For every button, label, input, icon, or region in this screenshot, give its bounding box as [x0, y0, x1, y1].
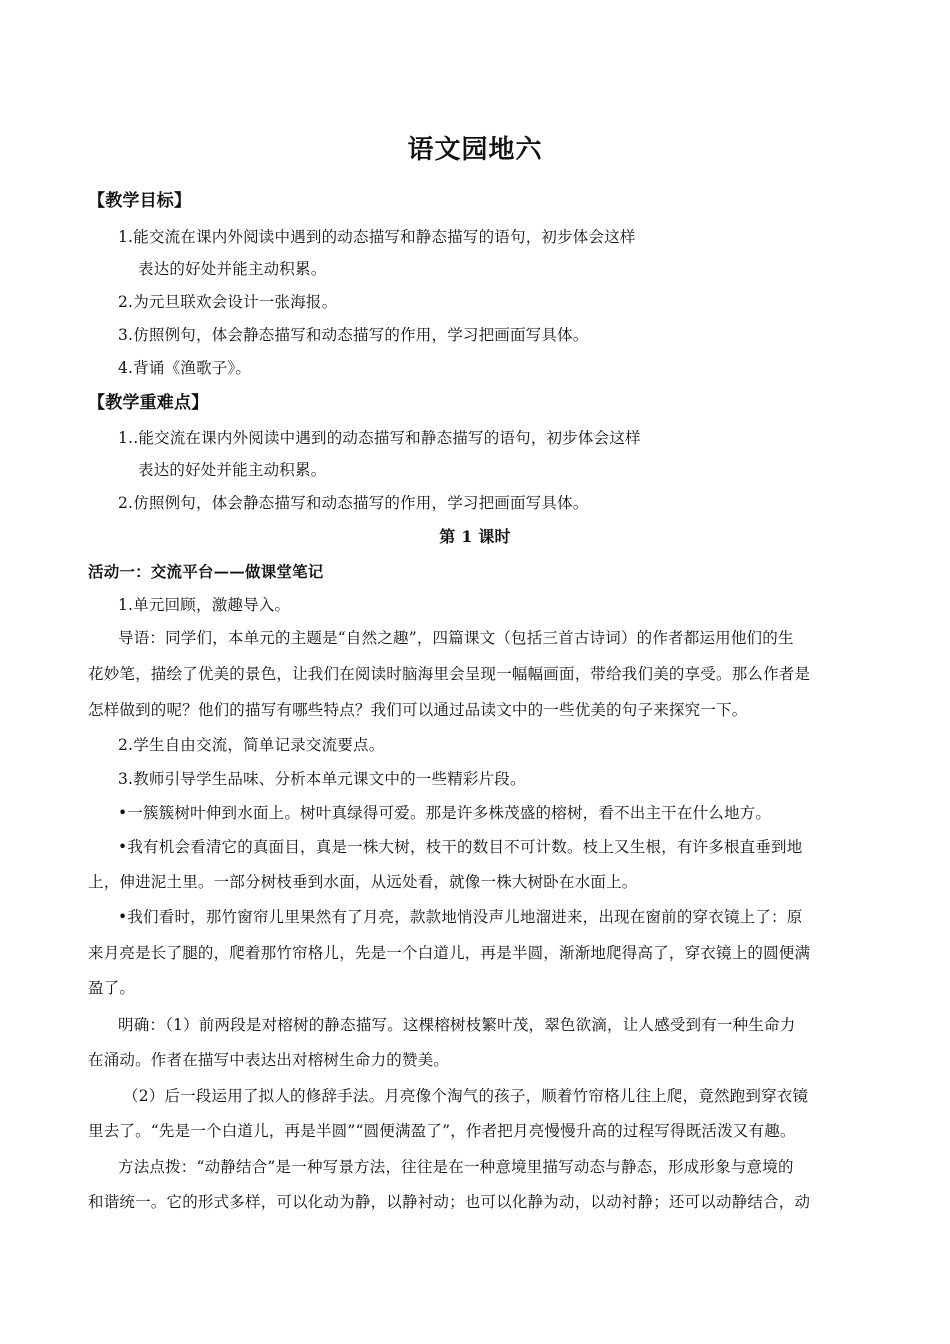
method-line-1: 方法点拨：“动静结合”是一种写景方法，往往是在一种意境里描写动态与静态，形成形象与意境的 [118, 1158, 794, 1176]
document-title: 语文园地六 [407, 135, 543, 165]
method-line-2: 和谐统一。它的形式多样，可以化动为静，以静衬动；也可以化静为动，以动衬静；还可以动静结合，动 [88, 1193, 811, 1211]
clarify-1-line-1: 明确：（1）前两段是对榕树的静态描写。这棵榕树枝繁叶茂，翠色欲滴，让人感受到有一种生命力 [118, 1016, 796, 1034]
clarify-1-line-2: 在涌动。作者在描写中表达出对榕树生命力的赞美。 [88, 1051, 450, 1069]
excerpt-1: •一簇簇树叶伸到水面上。树叶真绿得可爱。那是许多株茂盛的榕树，看不出主干在什么地方。 [118, 804, 772, 822]
key-point-item-1-line-1: 1..能交流在课内外阅读中遇到的动态描写和静态描写的语句，初步体会这样 [118, 429, 641, 447]
key-point-item-2: 2.仿照例句，体会静态描写和动态描写的作用，学习把画面写具体。 [118, 494, 589, 512]
intro-line-1: 导语：同学们，本单元的主题是“自然之趣”，四篇课文（包括三首古诗词）的作者都运用他们的生 [118, 629, 794, 647]
clarify-2-line-2: 里去了。“先是一个白道儿，再是半圆”“圆便满盈了”，作者把月亮慢慢升高的过程写得既活泼又有趣。 [88, 1122, 796, 1140]
excerpt-3-line-3: 盈了。 [88, 979, 136, 997]
key-points-heading: 【教学重难点】 [88, 393, 209, 413]
intro-line-3: 怎样做到的呢？他们的描写有哪些特点？我们可以通过品读文中的一些优美的句子来探究一下。 [88, 701, 748, 719]
lesson-title: 第 1 课时 [439, 527, 511, 546]
activity-1-step-1: 1.单元回顾，激趣导入。 [118, 596, 291, 614]
excerpt-3-line-1: •我们看时，那竹窗帘儿里果然有了月亮，款款地悄没声儿地溜进来，出现在窗前的穿衣镜上了：原 [118, 908, 803, 926]
excerpt-2-line-1: •我有机会看清它的真面目，真是一株大树，枝干的数目不可计数。枝上又生根，有许多根直垂到地 [118, 838, 803, 856]
intro-line-2: 花妙笔，描绘了优美的景色，让我们在阅读时脑海里会呈现一幅幅画面，带给我们美的享受。那么作者是 [88, 665, 811, 683]
excerpt-3-line-2: 来月亮是长了腿的，爬着那竹帘格儿，先是一个白道儿，再是半圆，渐渐地爬得高了，穿衣镜上的圆便满 [88, 944, 811, 962]
objective-item-3: 3.仿照例句，体会静态描写和动态描写的作用，学习把画面写具体。 [118, 326, 589, 344]
activity-1-heading: 活动一：交流平台——做课堂笔记 [88, 562, 324, 581]
clarify-2-line-1: （2）后一段运用了拟人的修辞手法。月亮像个淘气的孩子，顺着竹帘格儿往上爬，竟然跑到穿衣镜 [123, 1087, 809, 1105]
key-point-item-1-line-2: 表达的好处并能主动积累。 [138, 461, 327, 479]
objective-item-4: 4.背诵《渔歌子》。 [118, 359, 252, 377]
activity-1-step-2: 2.学生自由交流，简单记录交流要点。 [118, 736, 385, 754]
objective-item-2: 2.为元旦联欢会设计一张海报。 [118, 293, 338, 311]
excerpt-2-line-2: 上，伸进泥土里。一部分树枝垂到水面，从远处看，就像一株大树卧在水面上。 [88, 873, 638, 891]
activity-1-step-3: 3.教师引导学生品味、分析本单元课文中的一些精彩片段。 [118, 770, 526, 788]
objectives-heading: 【教学目标】 [88, 191, 192, 211]
objective-item-1-line-1: 1.能交流在课内外阅读中遇到的动态描写和静态描写的语句，初步体会这样 [118, 228, 636, 246]
objective-item-1-line-2: 表达的好处并能主动积累。 [138, 260, 327, 278]
